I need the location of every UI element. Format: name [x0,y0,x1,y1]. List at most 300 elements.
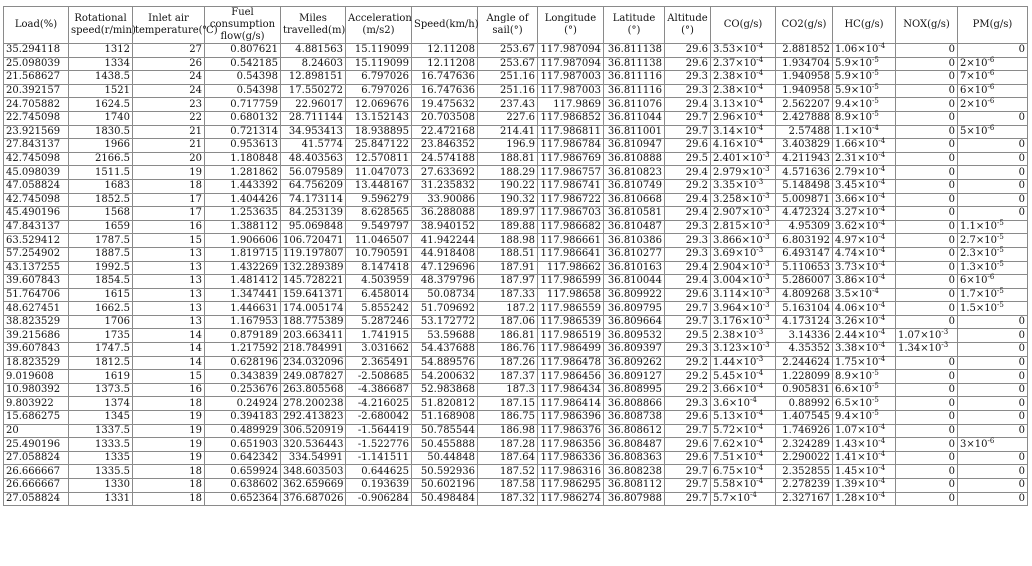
cell-pm: $2.3\times 10^{-5}$ [958,247,1028,261]
cell-load: 35.294118 [4,44,69,58]
cell-co2: 5.163104 [776,302,833,316]
cell-pm: $7\times 10^{-6}$ [958,71,1028,85]
cell-miles: 34.953413 [281,125,346,139]
cell-angle: 187.15 [478,397,538,411]
cell-nox: 0 [896,247,958,261]
cell-co2: 4.472324 [776,207,833,221]
cell-co2: 3.403829 [776,139,833,153]
cell-speed: 22.472168 [412,125,478,139]
cell-fuel: 1.217592 [205,343,281,357]
cell-rpm: 1887.5 [69,247,133,261]
cell-nox: 0 [896,370,958,384]
cell-co: $3.6\times 10^{-4}$ [711,397,776,411]
exponent: -4 [878,178,886,187]
cell-inlet: 13 [133,315,205,329]
cell-inlet: 19 [133,166,205,180]
cell-co2: 6.803192 [776,234,833,248]
exponent: -4 [756,123,764,132]
cell-miles: 203.663411 [281,329,346,343]
cell-lon: 117.986811 [538,125,604,139]
cell-angle: 237.43 [478,98,538,112]
cell-fuel: 0.879189 [205,329,281,343]
cell-load: 63.529412 [4,234,69,248]
column-header-lon: Longitude (°) [538,7,604,44]
cell-speed: 51.168908 [412,411,478,425]
cell-nox: 0 [896,57,958,71]
cell-inlet: 18 [133,492,205,506]
cell-pm: $6\times 10^{-6}$ [958,275,1028,289]
exponent: -3 [762,300,770,309]
cell-lat: 36.808995 [604,383,665,397]
cell-hc: $3.73\times 10^{-4}$ [833,261,896,275]
exponent: -6 [987,69,995,78]
cell-load: 39.607843 [4,275,69,289]
cell-lat: 36.808612 [604,424,665,438]
exponent: -3 [762,151,770,160]
table-row [4,261,1028,275]
cell-inlet: 18 [133,397,205,411]
cell-inlet: 15 [133,370,205,384]
cell-pm: $3\times 10^{-6}$ [958,438,1028,452]
cell-miles: 132.289389 [281,261,346,275]
cell-inlet: 19 [133,438,205,452]
cell-angle: 186.81 [478,329,538,343]
cell-angle: 251.16 [478,84,538,98]
exponent: -4 [878,463,886,472]
cell-alt: 29.2 [665,179,711,193]
cell-miles: 263.805568 [281,383,346,397]
cell-fuel: 1.281862 [205,166,281,180]
exponent: -5 [872,368,879,377]
exponent: -6 [987,55,995,64]
cell-angle: 187.33 [478,288,538,302]
table-row [4,152,1028,166]
exponent: -5 [997,300,1004,309]
cell-co: $2.401\times 10^{-3}$ [711,152,776,166]
cell-co: $3.35\times 10^{-3}$ [711,179,776,193]
cell-acc: 5.855242 [346,302,412,316]
cell-nox: 0 [896,125,958,139]
exponent: -4 [872,286,879,295]
cell-co2: 1.934704 [776,57,833,71]
cell-hc: $1.07\times 10^{-4}$ [833,424,896,438]
exponent: -3 [941,327,949,336]
exponent: -4 [878,164,886,173]
cell-rpm: 1787.5 [69,234,133,248]
cell-load: 47.843137 [4,220,69,234]
column-header-lat: Latitude (°) [604,7,665,44]
cell-co: $2.904\times 10^{-3}$ [711,261,776,275]
cell-lon: 117.986478 [538,356,604,370]
column-header-miles: Miles travelled(m) [281,7,346,44]
cell-co: $3.14\times 10^{-4}$ [711,125,776,139]
cell-fuel: 0.642342 [205,451,281,465]
cell-angle: 186.98 [478,424,538,438]
cell-fuel: 0.54398 [205,71,281,85]
cell-acc: 1.741915 [346,329,412,343]
table-body [4,44,1028,506]
cell-co: $3.123\times 10^{-3}$ [711,343,776,357]
table-row [4,465,1028,479]
cell-angle: 187.28 [478,438,538,452]
cell-lat: 36.807988 [604,492,665,506]
cell-miles: 306.520919 [281,424,346,438]
exponent: -4 [878,137,886,146]
table-row [4,166,1028,180]
cell-lon: 117.986539 [538,315,604,329]
cell-hc: $4.74\times 10^{-4}$ [833,247,896,261]
cell-miles: 56.079589 [281,166,346,180]
column-header-acc: Acceleration (m/s2) [346,7,412,44]
cell-load: 10.980392 [4,383,69,397]
cell-lon: 117.98658 [538,288,604,302]
exponent: -4 [872,123,879,132]
cell-speed: 47.129696 [412,261,478,275]
table-row [4,207,1028,221]
cell-pm: 0 [958,383,1028,397]
exponent: -4 [756,368,764,377]
exponent: -4 [750,490,757,499]
cell-co: $3.66\times 10^{-4}$ [711,383,776,397]
cell-co: $5.13\times 10^{-4}$ [711,411,776,425]
cell-miles: 8.24603 [281,57,346,71]
exponent: -4 [878,246,886,255]
table-row [4,125,1028,139]
cell-lat: 36.810581 [604,207,665,221]
cell-angle: 188.29 [478,166,538,180]
cell-angle: 189.97 [478,207,538,221]
table-row [4,220,1028,234]
cell-pm: $2\times 10^{-6}$ [958,57,1028,71]
cell-co: $3.69\times 10^{-3}$ [711,247,776,261]
cell-speed: 33.90086 [412,193,478,207]
cell-hc: $3.86\times 10^{-4}$ [833,275,896,289]
exponent: -4 [878,436,886,445]
cell-speed: 52.983868 [412,383,478,397]
cell-co2: 2.278239 [776,479,833,493]
cell-hc: $2.44\times 10^{-4}$ [833,329,896,343]
cell-angle: 190.32 [478,193,538,207]
column-header-rpm: Rotational speed(r/min) [69,7,133,44]
cell-co: $7.51\times 10^{-4}$ [711,451,776,465]
cell-rpm: 1659 [69,220,133,234]
cell-nox: 0 [896,438,958,452]
cell-hc: $2.79\times 10^{-4}$ [833,166,896,180]
cell-hc: $8.9\times 10^{-5}$ [833,370,896,384]
cell-lat: 36.810163 [604,261,665,275]
cell-pm: $2\times 10^{-6}$ [958,98,1028,112]
cell-hc: $1.75\times 10^{-4}$ [833,356,896,370]
cell-inlet: 18 [133,479,205,493]
exponent: -5 [872,382,879,391]
table-row [4,424,1028,438]
cell-acc: 6.797026 [346,84,412,98]
table-row [4,329,1028,343]
cell-acc: 11.046507 [346,234,412,248]
exponent: -6 [987,436,995,445]
cell-miles: 292.413823 [281,411,346,425]
cell-lat: 36.809532 [604,329,665,343]
cell-alt: 29.6 [665,451,711,465]
cell-pm: $6\times 10^{-6}$ [958,84,1028,98]
table-header [4,7,1028,44]
cell-co2: 4.173124 [776,315,833,329]
cell-load: 25.490196 [4,438,69,452]
cell-alt: 29.6 [665,44,711,58]
cell-rpm: 2166.5 [69,152,133,166]
exponent: -5 [872,83,879,92]
table-row [4,315,1028,329]
cell-co: $3.004\times 10^{-3}$ [711,275,776,289]
cell-acc: 6.797026 [346,71,412,85]
cell-pm: 0 [958,139,1028,153]
table-row [4,451,1028,465]
cell-hc: $3.26\times 10^{-4}$ [833,315,896,329]
cell-lon: 117.987094 [538,57,604,71]
cell-inlet: 27 [133,44,205,58]
cell-rpm: 1521 [69,84,133,98]
cell-nox: 0 [896,356,958,370]
cell-lon: 117.986456 [538,370,604,384]
cell-hc: $2.31\times 10^{-4}$ [833,152,896,166]
cell-lon: 117.986559 [538,302,604,316]
exponent: -5 [997,232,1004,241]
cell-hc: $9.4\times 10^{-5}$ [833,411,896,425]
exponent: -4 [878,232,886,241]
exponent: -4 [756,450,764,459]
cell-speed: 24.574188 [412,152,478,166]
cell-speed: 50.592936 [412,465,478,479]
cell-alt: 29.6 [665,57,711,71]
column-header-inlet: Inlet air temperature(℃) [133,7,205,44]
cell-co2: 1.940958 [776,84,833,98]
cell-acc: -0.906284 [346,492,412,506]
exponent: -5 [997,219,1004,228]
cell-speed: 27.633692 [412,166,478,180]
cell-fuel: 1.446631 [205,302,281,316]
cell-pm: $1.7\times 10^{-5}$ [958,288,1028,302]
cell-acc: 25.847122 [346,139,412,153]
exponent: -4 [878,450,886,459]
cell-alt: 29.7 [665,302,711,316]
cell-co: $3.258\times 10^{-3}$ [711,193,776,207]
cell-lat: 36.810947 [604,139,665,153]
cell-co2: 6.493147 [776,247,833,261]
cell-acc: -1.564419 [346,424,412,438]
cell-co2: 3.14336 [776,329,833,343]
cell-speed: 50.498484 [412,492,478,506]
cell-speed: 16.747636 [412,71,478,85]
cell-load: 9.019608 [4,370,69,384]
cell-lon: 117.986852 [538,111,604,125]
cell-lon: 117.9869 [538,98,604,112]
cell-inlet: 17 [133,207,205,221]
column-header-load: Load(%) [4,7,69,44]
cell-rpm: 1966 [69,139,133,153]
cell-angle: 189.88 [478,220,538,234]
cell-lat: 36.808487 [604,438,665,452]
cell-pm: 0 [958,424,1028,438]
exponent: -5 [872,409,879,418]
cell-pm: 0 [958,193,1028,207]
cell-rpm: 1373.5 [69,383,133,397]
cell-load: 27.058824 [4,492,69,506]
cell-co: $2.37\times 10^{-4}$ [711,57,776,71]
cell-lon: 117.986784 [538,139,604,153]
table-row [4,479,1028,493]
cell-load: 39.215686 [4,329,69,343]
cell-lat: 36.810044 [604,275,665,289]
cell-angle: 186.76 [478,343,538,357]
cell-load: 20 [4,424,69,438]
column-header-fuel: Fuel consumption flow(g/s) [205,7,281,44]
cell-load: 21.568627 [4,71,69,85]
cell-nox: 0 [896,98,958,112]
cell-nox: 0 [896,397,958,411]
cell-angle: 187.58 [478,479,538,493]
cell-miles: 17.550272 [281,84,346,98]
cell-nox: 0 [896,465,958,479]
cell-rpm: 1619 [69,370,133,384]
cell-lon: 117.987003 [538,71,604,85]
cell-lon: 117.986316 [538,465,604,479]
table-row [4,193,1028,207]
cell-miles: 348.603503 [281,465,346,479]
cell-speed: 51.709692 [412,302,478,316]
cell-lat: 36.809127 [604,370,665,384]
cell-inlet: 23 [133,98,205,112]
cell-miles: 64.756209 [281,179,346,193]
cell-rpm: 1438.5 [69,71,133,85]
cell-rpm: 1615 [69,288,133,302]
cell-speed: 51.820812 [412,397,478,411]
cell-rpm: 1568 [69,207,133,221]
cell-miles: 278.200238 [281,397,346,411]
cell-co: $2.38\times 10^{-3}$ [711,329,776,343]
cell-co: $4.16\times 10^{-4}$ [711,139,776,153]
exponent: -4 [878,341,886,350]
cell-acc: -2.508685 [346,370,412,384]
cell-inlet: 13 [133,302,205,316]
cell-pm: 0 [958,329,1028,343]
table-row [4,302,1028,316]
cell-load: 23.921569 [4,125,69,139]
cell-load: 42.745098 [4,152,69,166]
cell-rpm: 1312 [69,44,133,58]
exponent: -4 [756,110,764,119]
cell-fuel: 1.443392 [205,179,281,193]
cell-co: $3.114\times 10^{-3}$ [711,288,776,302]
cell-angle: 187.52 [478,465,538,479]
cell-rpm: 1337.5 [69,424,133,438]
cell-hc: $3.38\times 10^{-4}$ [833,343,896,357]
cell-angle: 214.41 [478,125,538,139]
column-header-speed: Speed(km/h) [412,7,478,44]
exponent: -4 [878,191,886,200]
cell-lat: 36.809795 [604,302,665,316]
cell-fuel: 1.180848 [205,152,281,166]
cell-pm: $1.5\times 10^{-5}$ [958,302,1028,316]
cell-lat: 36.810888 [604,152,665,166]
cell-lon: 117.986295 [538,479,604,493]
cell-load: 48.627451 [4,302,69,316]
cell-angle: 187.26 [478,356,538,370]
cell-lon: 117.98662 [538,261,604,275]
cell-pm: 0 [958,479,1028,493]
exponent: -3 [756,246,764,255]
exponent: -6 [987,273,995,282]
cell-hc: $1.39\times 10^{-4}$ [833,479,896,493]
cell-lat: 36.808866 [604,397,665,411]
exponent: -4 [750,395,757,404]
cell-hc: $3.27\times 10^{-4}$ [833,207,896,221]
exponent: -4 [756,436,764,445]
cell-hc: $9.4\times 10^{-5}$ [833,98,896,112]
cell-acc: -1.522776 [346,438,412,452]
cell-hc: $5.9\times 10^{-5}$ [833,57,896,71]
exponent: -4 [878,205,886,214]
cell-co2: 4.35352 [776,343,833,357]
cell-nox: 0 [896,139,958,153]
cell-lat: 36.809397 [604,343,665,357]
cell-inlet: 13 [133,261,205,275]
cell-lat: 36.811138 [604,57,665,71]
cell-miles: 22.96017 [281,98,346,112]
cell-lon: 117.986703 [538,207,604,221]
table-row [4,247,1028,261]
cell-lat: 36.811116 [604,84,665,98]
cell-lat: 36.811001 [604,125,665,139]
exponent: -4 [878,151,886,160]
cell-miles: 320.536443 [281,438,346,452]
cell-rpm: 1334 [69,57,133,71]
cell-alt: 29.7 [665,492,711,506]
cell-angle: 253.67 [478,57,538,71]
cell-acc: 8.147418 [346,261,412,275]
cell-speed: 50.455888 [412,438,478,452]
cell-nox: 0 [896,288,958,302]
cell-lon: 117.986414 [538,397,604,411]
exponent: -5 [872,110,879,119]
cell-hc: $1.1\times 10^{-4}$ [833,125,896,139]
cell-rpm: 1333.5 [69,438,133,452]
table-row [4,179,1028,193]
cell-alt: 29.7 [665,479,711,493]
cell-co: $2.907\times 10^{-3}$ [711,207,776,221]
cell-co: $3.176\times 10^{-3}$ [711,315,776,329]
cell-rpm: 1706 [69,315,133,329]
cell-lat: 36.811116 [604,71,665,85]
cell-nox: 0 [896,479,958,493]
cell-rpm: 1335.5 [69,465,133,479]
cell-alt: 29.4 [665,193,711,207]
exponent: -3 [756,327,764,336]
cell-pm: $1.1\times 10^{-5}$ [958,220,1028,234]
exponent: -3 [756,354,764,363]
cell-angle: 187.97 [478,275,538,289]
exponent: -5 [872,69,879,78]
cell-lon: 117.986396 [538,411,604,425]
cell-miles: 145.728221 [281,275,346,289]
table-row [4,343,1028,357]
cell-co2: 2.562207 [776,98,833,112]
column-header-pm: PM(g/s) [958,7,1028,44]
cell-acc: -4.386687 [346,383,412,397]
cell-alt: 29.5 [665,329,711,343]
cell-inlet: 20 [133,152,205,166]
cell-lat: 36.810386 [604,234,665,248]
exponent: -3 [756,178,764,187]
